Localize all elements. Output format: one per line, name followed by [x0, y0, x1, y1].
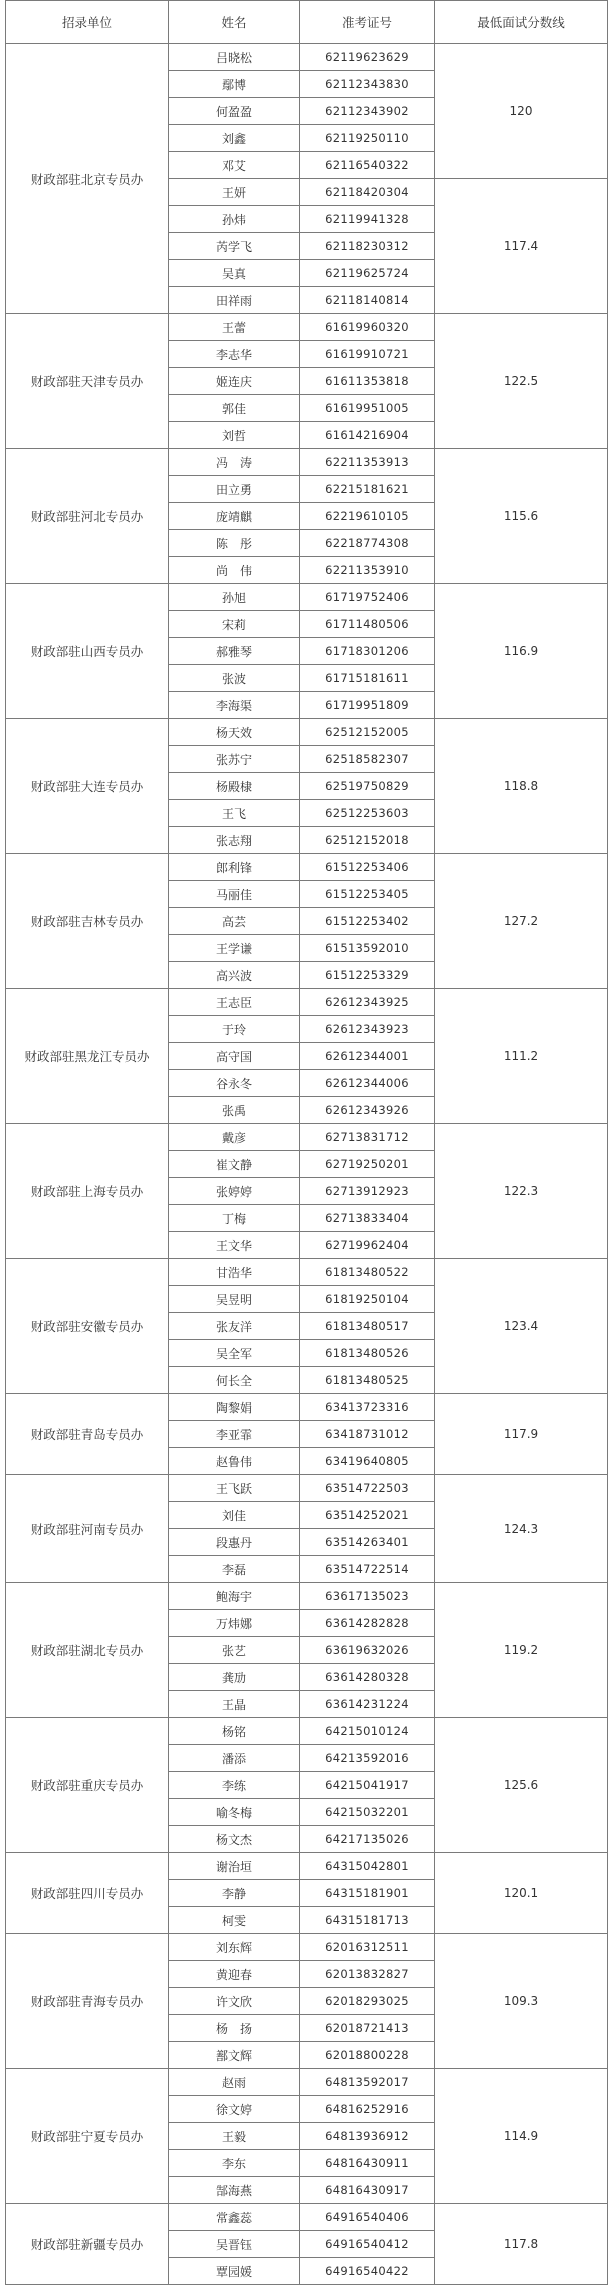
name-cell: 谢治垣 [169, 1853, 300, 1880]
table-row [6, 449, 608, 476]
exam-number-cell: 61619960320 [300, 314, 435, 341]
exam-number-cell: 62612343926 [300, 1097, 435, 1124]
name-cell: 甘浩华 [169, 1259, 300, 1286]
name-cell: 郝雅琴 [169, 638, 300, 665]
exam-number-cell: 61512253329 [300, 962, 435, 989]
table-body [6, 44, 608, 2285]
exam-number-cell: 62719250201 [300, 1151, 435, 1178]
exam-number-cell: 61813480522 [300, 1259, 435, 1286]
name-cell: 李亚霏 [169, 1421, 300, 1448]
name-cell: 覃园媛 [169, 2258, 300, 2285]
unit-cell: 财政部驻宁夏专员办 [6, 2069, 169, 2204]
name-cell: 鲍海宇 [169, 1583, 300, 1610]
name-cell: 吴真 [169, 260, 300, 287]
table-row [6, 1124, 608, 1151]
name-cell: 刘东辉 [169, 1934, 300, 1961]
exam-number-cell: 61813480517 [300, 1313, 435, 1340]
exam-number-cell: 63514722503 [300, 1475, 435, 1502]
name-cell: 杨 扬 [169, 2015, 300, 2042]
exam-number-cell: 62713831712 [300, 1124, 435, 1151]
exam-number-cell: 61611353818 [300, 368, 435, 395]
exam-number-cell: 61512253406 [300, 854, 435, 881]
name-cell: 刘哲 [169, 422, 300, 449]
exam-number-cell: 61512253402 [300, 908, 435, 935]
min-score-cell: 109.3 [435, 1934, 608, 2069]
exam-number-cell: 62119941328 [300, 206, 435, 233]
exam-number-cell: 62612343925 [300, 989, 435, 1016]
exam-number-cell: 61813480525 [300, 1367, 435, 1394]
exam-number-cell: 62211353913 [300, 449, 435, 476]
exam-number-cell: 64215010124 [300, 1718, 435, 1745]
name-cell: 谷永冬 [169, 1070, 300, 1097]
name-cell: 丁梅 [169, 1205, 300, 1232]
exam-number-cell: 62112343902 [300, 98, 435, 125]
name-cell: 徐文婷 [169, 2096, 300, 2123]
exam-number-cell: 64315181713 [300, 1907, 435, 1934]
name-cell: 张婷婷 [169, 1178, 300, 1205]
name-cell: 龚劢 [169, 1664, 300, 1691]
exam-number-cell: 62211353910 [300, 557, 435, 584]
table-row [6, 314, 608, 341]
name-cell: 杨殿棣 [169, 773, 300, 800]
exam-number-cell: 62518582307 [300, 746, 435, 773]
exam-number-cell: 62218774308 [300, 530, 435, 557]
exam-number-cell: 62018800228 [300, 2042, 435, 2069]
exam-number-cell: 62016312511 [300, 1934, 435, 1961]
min-score-cell: 117.8 [435, 2204, 608, 2285]
name-cell: 张苏宁 [169, 746, 300, 773]
exam-number-cell: 62112343830 [300, 71, 435, 98]
header-row [6, 1, 608, 44]
min-score-cell: 120 [435, 44, 608, 179]
exam-number-cell: 64916540422 [300, 2258, 435, 2285]
exam-number-cell: 63419640805 [300, 1448, 435, 1475]
name-cell: 于玲 [169, 1016, 300, 1043]
name-cell: 段惠丹 [169, 1529, 300, 1556]
name-cell: 田祥雨 [169, 287, 300, 314]
table-row [6, 989, 608, 1016]
unit-cell: 财政部驻重庆专员办 [6, 1718, 169, 1853]
name-cell: 冯 涛 [169, 449, 300, 476]
name-cell: 李海渠 [169, 692, 300, 719]
name-cell: 何盈盈 [169, 98, 300, 125]
exam-number-cell: 63619632026 [300, 1637, 435, 1664]
table-row [6, 1259, 608, 1286]
table-row [6, 1718, 608, 1745]
name-cell: 郎利锋 [169, 854, 300, 881]
exam-number-cell: 62512253603 [300, 800, 435, 827]
header-unit: 招录单位 [6, 1, 169, 44]
admission-table [5, 0, 608, 2285]
unit-cell: 财政部驻上海专员办 [6, 1124, 169, 1259]
exam-number-cell: 63614280328 [300, 1664, 435, 1691]
exam-number-cell: 64916540412 [300, 2231, 435, 2258]
exam-number-cell: 62119250110 [300, 125, 435, 152]
name-cell: 王蕾 [169, 314, 300, 341]
name-cell: 王文华 [169, 1232, 300, 1259]
name-cell: 李磊 [169, 1556, 300, 1583]
min-score-cell: 117.9 [435, 1394, 608, 1475]
table-row [6, 1934, 608, 1961]
unit-cell: 财政部驻青海专员办 [6, 1934, 169, 2069]
header-name: 姓名 [169, 1, 300, 44]
name-cell: 王飞 [169, 800, 300, 827]
exam-number-cell: 64315042801 [300, 1853, 435, 1880]
name-cell: 吴昱明 [169, 1286, 300, 1313]
name-cell: 鄢博 [169, 71, 300, 98]
exam-number-cell: 62713833404 [300, 1205, 435, 1232]
name-cell: 李练 [169, 1772, 300, 1799]
exam-number-cell: 63413723316 [300, 1394, 435, 1421]
name-cell: 赵鲁伟 [169, 1448, 300, 1475]
name-cell: 鄯文辉 [169, 2042, 300, 2069]
exam-number-cell: 62219610105 [300, 503, 435, 530]
name-cell: 孙旭 [169, 584, 300, 611]
unit-cell: 财政部驻四川专员办 [6, 1853, 169, 1934]
unit-cell: 财政部驻青岛专员办 [6, 1394, 169, 1475]
unit-cell: 财政部驻大连专员办 [6, 719, 169, 854]
exam-number-cell: 62118230312 [300, 233, 435, 260]
min-score-cell: 120.1 [435, 1853, 608, 1934]
min-score-cell: 119.2 [435, 1583, 608, 1718]
exam-number-cell: 62512152018 [300, 827, 435, 854]
exam-number-cell: 62519750829 [300, 773, 435, 800]
name-cell: 黄迎春 [169, 1961, 300, 1988]
table-row [6, 1475, 608, 1502]
unit-cell: 财政部驻北京专员办 [6, 44, 169, 314]
exam-number-cell: 61718301206 [300, 638, 435, 665]
min-score-cell: 123.4 [435, 1259, 608, 1394]
table-row [6, 2204, 608, 2231]
name-cell: 田立勇 [169, 476, 300, 503]
name-cell: 高守国 [169, 1043, 300, 1070]
name-cell: 吴晋钰 [169, 2231, 300, 2258]
table-row [6, 719, 608, 746]
table-row [6, 2069, 608, 2096]
name-cell: 何长全 [169, 1367, 300, 1394]
exam-number-cell: 62116540322 [300, 152, 435, 179]
min-score-cell: 127.2 [435, 854, 608, 989]
name-cell: 李静 [169, 1880, 300, 1907]
name-cell: 许文欣 [169, 1988, 300, 2015]
min-score-cell: 111.2 [435, 989, 608, 1124]
exam-number-cell: 61819250104 [300, 1286, 435, 1313]
name-cell: 王妍 [169, 179, 300, 206]
name-cell: 张禹 [169, 1097, 300, 1124]
unit-cell: 财政部驻新疆专员办 [6, 2204, 169, 2285]
name-cell: 刘鑫 [169, 125, 300, 152]
name-cell: 李志华 [169, 341, 300, 368]
min-score-cell: 116.9 [435, 584, 608, 719]
name-cell: 庞靖麒 [169, 503, 300, 530]
unit-cell: 财政部驻安徽专员办 [6, 1259, 169, 1394]
name-cell: 王晶 [169, 1691, 300, 1718]
name-cell: 刘佳 [169, 1502, 300, 1529]
exam-number-cell: 63514263401 [300, 1529, 435, 1556]
name-cell: 万炜娜 [169, 1610, 300, 1637]
exam-number-cell: 62119625724 [300, 260, 435, 287]
min-score-cell: 115.6 [435, 449, 608, 584]
name-cell: 赵雨 [169, 2069, 300, 2096]
name-cell: 潘添 [169, 1745, 300, 1772]
name-cell: 姬连庆 [169, 368, 300, 395]
exam-number-cell: 61711480506 [300, 611, 435, 638]
unit-cell: 财政部驻黑龙江专员办 [6, 989, 169, 1124]
name-cell: 陈 彤 [169, 530, 300, 557]
exam-number-cell: 62018293025 [300, 1988, 435, 2015]
name-cell: 孙炜 [169, 206, 300, 233]
unit-cell: 财政部驻吉林专员办 [6, 854, 169, 989]
name-cell: 高芸 [169, 908, 300, 935]
min-score-cell: 122.3 [435, 1124, 608, 1259]
exam-number-cell: 63514252021 [300, 1502, 435, 1529]
unit-cell: 财政部驻山西专员办 [6, 584, 169, 719]
exam-number-cell: 64916540406 [300, 2204, 435, 2231]
name-cell: 杨文杰 [169, 1826, 300, 1853]
exam-number-cell: 62118420304 [300, 179, 435, 206]
exam-number-cell: 64813936912 [300, 2123, 435, 2150]
name-cell: 张艺 [169, 1637, 300, 1664]
exam-number-cell: 62512152005 [300, 719, 435, 746]
name-cell: 戴彦 [169, 1124, 300, 1151]
name-cell: 喻冬梅 [169, 1799, 300, 1826]
exam-number-cell: 61614216904 [300, 422, 435, 449]
name-cell: 李东 [169, 2150, 300, 2177]
name-cell: 张志翔 [169, 827, 300, 854]
name-cell: 王学谦 [169, 935, 300, 962]
exam-number-cell: 64315181901 [300, 1880, 435, 1907]
name-cell: 杨天效 [169, 719, 300, 746]
min-score-cell: 124.3 [435, 1475, 608, 1583]
name-cell: 柯雯 [169, 1907, 300, 1934]
name-cell: 常鑫蕊 [169, 2204, 300, 2231]
name-cell: 张友洋 [169, 1313, 300, 1340]
exam-number-cell: 64816430917 [300, 2177, 435, 2204]
exam-number-cell: 64813592017 [300, 2069, 435, 2096]
table-row [6, 44, 608, 71]
table-row [6, 1394, 608, 1421]
min-score-cell: 117.4 [435, 179, 608, 314]
name-cell: 张波 [169, 665, 300, 692]
unit-cell: 财政部驻天津专员办 [6, 314, 169, 449]
exam-number-cell: 62612344006 [300, 1070, 435, 1097]
unit-cell: 财政部驻河北专员办 [6, 449, 169, 584]
exam-number-cell: 64816430911 [300, 2150, 435, 2177]
name-cell: 吴全军 [169, 1340, 300, 1367]
exam-number-cell: 61619951005 [300, 395, 435, 422]
exam-number-cell: 62719962404 [300, 1232, 435, 1259]
name-cell: 马丽佳 [169, 881, 300, 908]
unit-cell: 财政部驻湖北专员办 [6, 1583, 169, 1718]
table-row [6, 1853, 608, 1880]
name-cell: 吕晓松 [169, 44, 300, 71]
exam-number-cell: 64215041917 [300, 1772, 435, 1799]
table-row [6, 584, 608, 611]
exam-number-cell: 61512253405 [300, 881, 435, 908]
name-cell: 崔文静 [169, 1151, 300, 1178]
exam-number-cell: 64816252916 [300, 2096, 435, 2123]
name-cell: 宋莉 [169, 611, 300, 638]
exam-number-cell: 63617135023 [300, 1583, 435, 1610]
name-cell: 尚 伟 [169, 557, 300, 584]
name-cell: 高兴波 [169, 962, 300, 989]
exam-number-cell: 64215032201 [300, 1799, 435, 1826]
exam-number-cell: 61715181611 [300, 665, 435, 692]
unit-cell: 财政部驻河南专员办 [6, 1475, 169, 1583]
exam-number-cell: 62612343923 [300, 1016, 435, 1043]
exam-number-cell: 64213592016 [300, 1745, 435, 1772]
min-score-cell: 114.9 [435, 2069, 608, 2204]
exam-number-cell: 62018721413 [300, 2015, 435, 2042]
name-cell: 杨铭 [169, 1718, 300, 1745]
min-score-cell: 122.5 [435, 314, 608, 449]
name-cell: 王飞跃 [169, 1475, 300, 1502]
table-row [6, 854, 608, 881]
exam-number-cell: 62013832827 [300, 1961, 435, 1988]
exam-number-cell: 62215181621 [300, 476, 435, 503]
exam-number-cell: 61619910721 [300, 341, 435, 368]
name-cell: 王志臣 [169, 989, 300, 1016]
min-score-cell: 118.8 [435, 719, 608, 854]
name-cell: 郭佳 [169, 395, 300, 422]
exam-number-cell: 61813480526 [300, 1340, 435, 1367]
exam-number-cell: 62119623629 [300, 44, 435, 71]
exam-number-cell: 63614282828 [300, 1610, 435, 1637]
exam-number-cell: 64217135026 [300, 1826, 435, 1853]
exam-number-cell: 63614231224 [300, 1691, 435, 1718]
exam-number-cell: 62612344001 [300, 1043, 435, 1070]
exam-number-cell: 62118140814 [300, 287, 435, 314]
exam-number-cell: 62713912923 [300, 1178, 435, 1205]
min-score-cell: 125.6 [435, 1718, 608, 1853]
name-cell: 陶黎娟 [169, 1394, 300, 1421]
table-row [6, 1583, 608, 1610]
header-min-score: 最低面试分数线 [435, 1, 608, 44]
name-cell: 王毅 [169, 2123, 300, 2150]
name-cell: 邓艾 [169, 152, 300, 179]
name-cell: 芮学飞 [169, 233, 300, 260]
name-cell: 郜海燕 [169, 2177, 300, 2204]
exam-number-cell: 61719752406 [300, 584, 435, 611]
exam-number-cell: 63418731012 [300, 1421, 435, 1448]
exam-number-cell: 61719951809 [300, 692, 435, 719]
header-exam-number: 准考证号 [300, 1, 435, 44]
exam-number-cell: 63514722514 [300, 1556, 435, 1583]
exam-number-cell: 61513592010 [300, 935, 435, 962]
